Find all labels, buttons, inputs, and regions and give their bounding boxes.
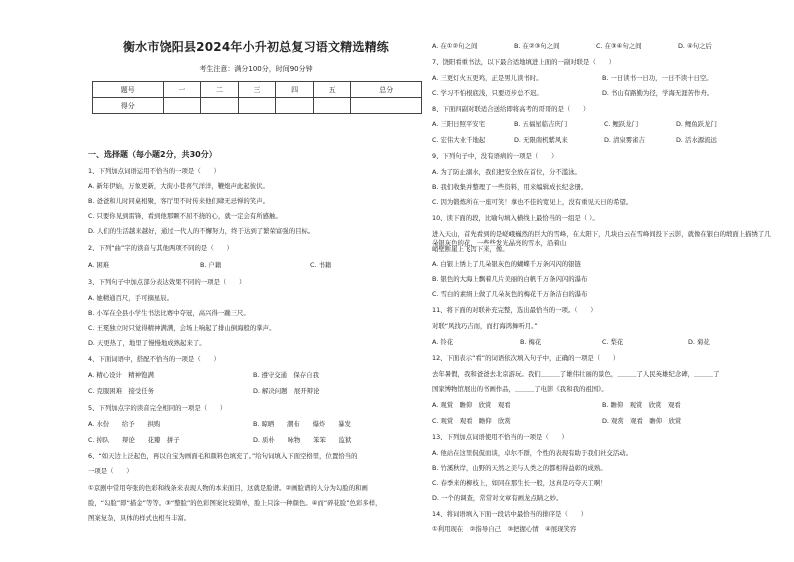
question-4: 4、下面词语中，搭配不恰当的一项是（ ） bbox=[88, 355, 220, 363]
question-6: 6、“如天边上泛起色，再以自宝为画面毛和颜料色填充了。”给句词填入下面空格里，位置恰当的 bbox=[88, 452, 358, 460]
option[interactable]: B. 遵守交通 保存自我 bbox=[253, 371, 319, 379]
option-line: A. 白银上绣上了几朵银灰色的蝴蝶千万条闪闪的银链 bbox=[432, 260, 581, 268]
page-title: 衡水市饶阳县2024年小升初总复习语文精选精练 bbox=[122, 40, 389, 54]
option[interactable]: B. 瞻仰 观赏 欣赏 观看 bbox=[602, 401, 681, 409]
option[interactable]: A. 三阳日照平安宅 bbox=[432, 120, 486, 128]
passage-line: 脸，“勾脸”即“描金”等等。③“整脸”的色彩图案比较简单，脸上只涂一种颜色。④而“碎花脸”色彩多样， bbox=[88, 499, 382, 507]
option-line: B. 竹溪秋岸，山野的天然之美与人类之的都相得益彰的成熟。 bbox=[432, 464, 607, 472]
option[interactable]: C. 宏伟大业千地起 bbox=[432, 136, 486, 144]
question-1: 1、下列加点词语运用不恰当的一项是（ ） bbox=[88, 167, 220, 175]
table-cell: 总分 bbox=[351, 82, 422, 98]
option-line: C. 雪白的素绢上做了几朵灰色的梅花千万条洁白的瀑布 bbox=[432, 290, 588, 298]
passage-line: 峭壁断崖上飞泻下来，像。 bbox=[432, 245, 509, 253]
option-line: C. 王冕独立时只觉得精神满满，会场上响起了排山倒海般的掌声。 bbox=[88, 324, 276, 332]
question-12: 12、下面表示“看”的词语依次填入句子中，正确的一项是（ ） bbox=[432, 354, 620, 362]
score-table bbox=[92, 81, 422, 114]
option[interactable]: A. 铃花 bbox=[432, 338, 454, 346]
passage-line: 图案复杂，具体的样式也相当丰富。 bbox=[88, 514, 191, 522]
option[interactable]: A. 在①②句之间 bbox=[432, 42, 478, 50]
option[interactable]: D. 无限南机紫风来 bbox=[514, 136, 568, 144]
score-input-cell[interactable] bbox=[276, 98, 314, 114]
question-5: 5、下列加点字的读音完全相同的一项是（ ） bbox=[88, 404, 227, 412]
option[interactable]: D. 清泉雾雀吉 bbox=[604, 136, 645, 144]
option[interactable]: B. 一日读书一日功，一日不读十日空。 bbox=[602, 74, 713, 82]
option-line: A. 新年伊始，万象更新，大街小巷喜气洋洋，鞭炮声此起彼伏。 bbox=[88, 182, 269, 190]
option-line: A. 她精通百尺，手可摘星辰。 bbox=[88, 294, 174, 302]
table-cell: 题号 bbox=[93, 82, 164, 98]
option[interactable]: B. 梅花 bbox=[520, 338, 542, 346]
score-table-header-row bbox=[93, 82, 422, 98]
table-cell: 二 bbox=[201, 82, 239, 98]
option[interactable]: B. 在②③句之间 bbox=[514, 42, 560, 50]
question-13: 13、下列加点词语使用不恰当的一项是（ ） bbox=[432, 433, 568, 441]
question-3: 3、下列句子中加点部分表达效果不同的一项是（ ） bbox=[88, 278, 246, 286]
option-line: B. 银色的大海上飘着几片美丽的白帆千万条闪闪的瀑布 bbox=[432, 275, 588, 283]
option[interactable]: B. 五福星临吉庆门 bbox=[514, 120, 568, 128]
passage-line: 国家博物馆展出的书画作品，＿＿＿了电影《我和我的祖国》。 bbox=[432, 385, 608, 393]
option[interactable]: C. 书籍 bbox=[310, 261, 332, 269]
option-line: C. 只要你见到雷锋，看到他那颗不屈不挠的心，就一定会有所感触。 bbox=[88, 212, 282, 220]
question-6-cont: 一项是（ ） bbox=[88, 467, 133, 475]
score-input-cell[interactable] bbox=[238, 98, 276, 114]
option-line: B. 小军在全县小学生书法比赛中夺冠，高兴得一蹦三尺。 bbox=[88, 309, 250, 317]
option[interactable]: C. 在③④句之间 bbox=[596, 42, 642, 50]
option[interactable]: D. 观赏 观看 瞻仰 欣赏 bbox=[602, 417, 682, 425]
question-8: 8、下面四副对联适合送给即将高考的哥哥的是（ ） bbox=[432, 105, 590, 113]
option-line: D. 一个的调查，常常对文章有画龙点睛之妙。 bbox=[432, 494, 563, 502]
question-14: 14、将词语填入下面一段话中最恰当的排序是（ ） bbox=[432, 510, 588, 518]
option-line: D. 天更热了，地里了慢慢地成熟起来了。 bbox=[88, 339, 206, 347]
option[interactable]: A. 观赏 瞻仰 欣赏 观看 bbox=[432, 401, 511, 409]
option-line: B. 爸爸和儿时同桌相聚，客厅里不时传来他们肆无忌惮的笑声。 bbox=[88, 197, 269, 205]
score-input-cell[interactable] bbox=[351, 98, 422, 114]
q14-items: ①利用现在 ②指导自己 ③把握心情 ④展现笑容 bbox=[432, 525, 577, 533]
option-line: C. 因为锻炼所在一座可笑！拿也不佳的宽见上，没有重见天日的希望。 bbox=[432, 198, 633, 206]
option[interactable]: C. 学习不怕根底浅，只要迈步总不迟。 bbox=[432, 89, 543, 97]
option-line: D. 人们的生活越来越好，通过一代人的不懈努力，终于达到了繁荣富强的目标。 bbox=[88, 227, 315, 235]
question-11-text: 对联“风找巧吉而，而打海鸿舞听月。” bbox=[432, 322, 538, 330]
option-line: B. 我们收集并整理了一些资料，用来编辑成长纪念册。 bbox=[432, 183, 588, 191]
question-7: 7、饶阳看重书法，以下最合适地填进上面的一副对联是（ ） bbox=[432, 58, 616, 66]
option[interactable]: A. 精心设计 精神饱满 bbox=[88, 371, 154, 379]
score-table-score-row bbox=[93, 98, 422, 114]
option-line: A. 他站在这里侃侃而谈，卓尔不群，个性的表现有助于我们社交活动。 bbox=[432, 449, 633, 457]
option[interactable]: C. 克服困难 接受任务 bbox=[88, 387, 155, 395]
score-input-cell[interactable] bbox=[163, 98, 201, 114]
option[interactable]: D. 解决问题 展开辩论 bbox=[253, 387, 320, 395]
option[interactable]: D. 质朴 咏物 笨笨 监狱 bbox=[253, 436, 352, 444]
option-line: C. 春季来的柳枝上，如同在那生长一般，这真是巧夺天工啊！ bbox=[432, 479, 607, 487]
option[interactable]: A. 水份 给予 拱购 bbox=[88, 420, 161, 428]
score-input-cell[interactable] bbox=[313, 98, 351, 114]
option[interactable]: C. 梨花 bbox=[602, 338, 624, 346]
passage-line: 进入天山，首先看到的是嵯峨巍然的巨大的雪峰，在太阳下，几块白云在雪峰间投下云影，就像在银白的缎面上描绣了几朵银灰色的花，一些些发光晶亮的雪水，沿着山 bbox=[432, 230, 771, 247]
option[interactable]: D. 鲤鱼跃龙门 bbox=[676, 120, 717, 128]
table-cell: 得分 bbox=[93, 98, 164, 114]
table-cell: 一 bbox=[163, 82, 201, 98]
option[interactable]: A. 困难 bbox=[88, 261, 110, 269]
question-9: 9、下列句子中，没有语病的一项是（ ） bbox=[432, 152, 558, 160]
option-line: A. 为了防止溺水，我们把安全放在首位，分不滥泳。 bbox=[432, 168, 581, 176]
table-cell: 三 bbox=[238, 82, 276, 98]
option[interactable]: C. 观赏 观看 瞻仰 欣赏 bbox=[432, 417, 511, 425]
option[interactable]: D. ④句之后 bbox=[678, 42, 712, 50]
option[interactable]: D. 活水源流远 bbox=[676, 136, 717, 144]
exam-notice: 考生注意：满分100分，时间90分钟 bbox=[199, 65, 313, 73]
option[interactable]: C. 鲤跃龙门 bbox=[604, 120, 639, 128]
option[interactable]: D. 书山有路勤为径，学海无涯苦作舟。 bbox=[602, 89, 714, 97]
option[interactable]: B. 户籍 bbox=[200, 261, 222, 269]
table-cell: 四 bbox=[276, 82, 314, 98]
question-11: 11、将下面的对联补充完整，选出最恰当的一项。（ ） bbox=[432, 306, 597, 314]
section-heading: 一、选择题（每小题2分，共30分） bbox=[88, 150, 217, 159]
score-input-cell[interactable] bbox=[201, 98, 239, 114]
question-10: 10、读下面的段，比喻句填入横线上最恰当的一组是（ ）。 bbox=[432, 214, 599, 222]
question-2: 2、下列“曲”字的读音与其他两项不同的是（ ） bbox=[88, 244, 233, 252]
option[interactable]: B. 晾晒 潮布 爆炸 暴发 bbox=[253, 420, 351, 428]
option[interactable]: A. 三更灯火五更鸡，正是男儿读书时。 bbox=[432, 74, 543, 82]
passage-line: 去年暑假，我和爸爸去北京游玩。我们＿＿＿了雄伟壮丽的景色，＿＿＿了人民英雄纪念碑，＿＿＿了 bbox=[432, 370, 720, 378]
option[interactable]: D. 菊花 bbox=[688, 338, 710, 346]
option[interactable]: C. 掉队 辩论 花瓣 拼子 bbox=[88, 436, 180, 444]
table-cell: 五 bbox=[313, 82, 351, 98]
passage-line: ①京剧中常用夸张的色彩和线条来表现人物的本来面目，这就是脸谱。②画脸谱的人分为勾脸的和画 bbox=[88, 484, 368, 492]
